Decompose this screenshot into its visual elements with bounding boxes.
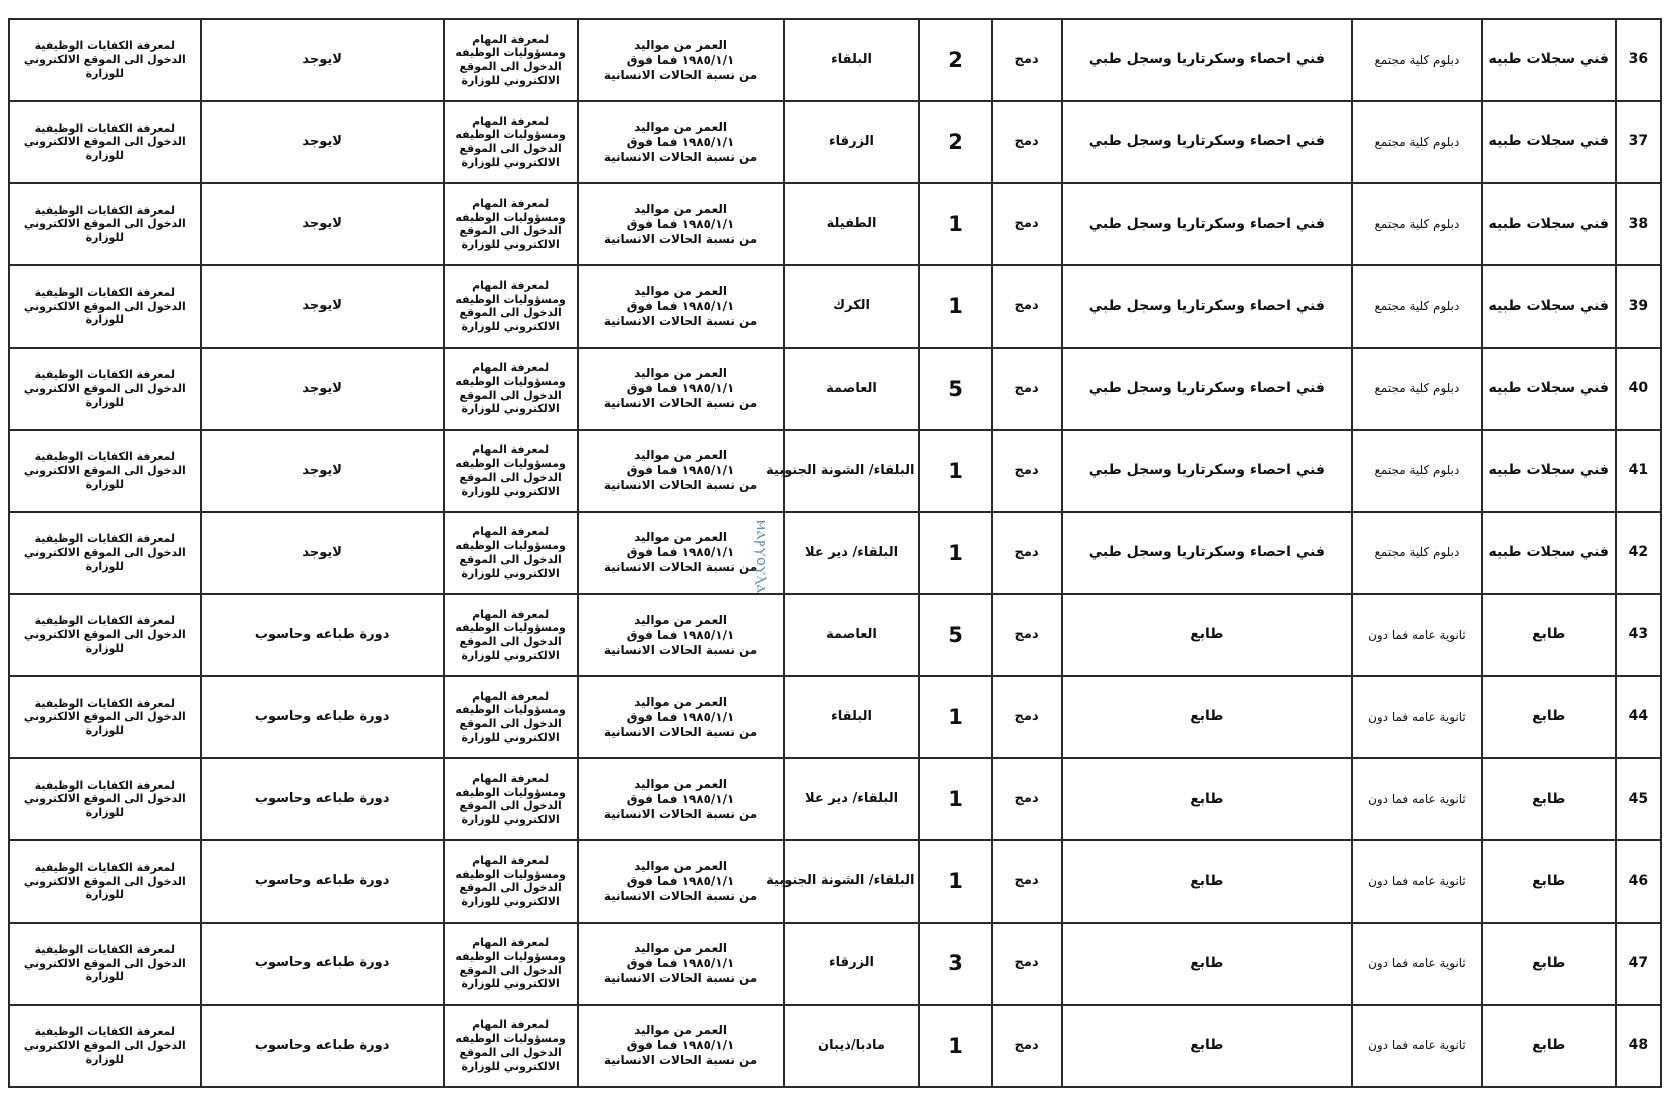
tasks-note: لمعرفة المهام ومسؤوليات الوظيفه الدخول الى الموقع الالكتروني للوزارة — [444, 265, 578, 347]
age-condition: العمر من مواليد ١٩٨٥/١/١ فما فوق من نسبة الحالات الانسانية — [578, 923, 784, 1005]
job-title: طابع — [1482, 594, 1616, 676]
vacancy-count: 5 — [919, 594, 991, 676]
age-condition: العمر من مواليد ١٩٨٥/١/١ فما فوق من نسبة الحالات الانسانية — [578, 348, 784, 430]
tasks-note: لمعرفة المهام ومسؤوليات الوظيفه الدخول الى الموقع الالكتروني للوزارة — [444, 430, 578, 512]
qualification: ثانوية عامه فما دون — [1352, 923, 1482, 1005]
row-number: 43 — [1616, 594, 1661, 676]
vacancy-type: دمج — [992, 512, 1062, 594]
tasks-note: لمعرفة المهام ومسؤوليات الوظيفه الدخول الى الموقع الالكتروني للوزارة — [444, 1005, 578, 1087]
qualification: دبلوم كلية مجتمع — [1352, 19, 1482, 101]
age-condition: العمر من مواليد ١٩٨٥/١/١ فما فوق من نسبة الحالات الانسانية — [578, 19, 784, 101]
specialization: فني احصاء وسكرتاريا وسجل طبي — [1062, 19, 1352, 101]
tasks-note: لمعرفة المهام ومسؤوليات الوظيفه الدخول الى الموقع الالكتروني للوزارة — [444, 19, 578, 101]
row-number: 39 — [1616, 265, 1661, 347]
specialization: طابع — [1062, 676, 1352, 758]
competencies-note: لمعرفة الكفايات الوظيفية الدخول الى الموقع الالكتروني للوزارة — [9, 923, 201, 1005]
row-number: 38 — [1616, 183, 1661, 265]
work-location: العاصمة — [784, 594, 920, 676]
row-number: 42 — [1616, 512, 1661, 594]
vacancy-count: 1 — [919, 758, 991, 840]
competencies-note: لمعرفة الكفايات الوظيفية الدخول الى الموقع الالكتروني للوزارة — [9, 19, 201, 101]
table-row — [9, 840, 1661, 922]
table-row — [9, 183, 1661, 265]
vacancy-type: دمج — [992, 183, 1062, 265]
vacancy-type: دمج — [992, 840, 1062, 922]
competencies-note: لمعرفة الكفايات الوظيفية الدخول الى الموقع الالكتروني للوزارة — [9, 348, 201, 430]
competencies-note: لمعرفة الكفايات الوظيفية الدخول الى الموقع الالكتروني للوزارة — [9, 101, 201, 183]
competencies-note: لمعرفة الكفايات الوظيفية الدخول الى الموقع الالكتروني للوزارة — [9, 512, 201, 594]
work-location: البلقاء/ دير علا — [784, 758, 920, 840]
competencies-note: لمعرفة الكفايات الوظيفية الدخول الى الموقع الالكتروني للوزارة — [9, 430, 201, 512]
age-condition: العمر من مواليد ١٩٨٥/١/١ فما فوق من نسبة الحالات الانسانية — [578, 594, 784, 676]
job-title: طابع — [1482, 1005, 1616, 1087]
table-row — [9, 430, 1661, 512]
vacancy-type: دمج — [992, 594, 1062, 676]
vacancy-count: 1 — [919, 183, 991, 265]
requirements: لايوجد — [201, 265, 444, 347]
vacancy-type: دمج — [992, 19, 1062, 101]
job-title: فني سجلات طبيه — [1482, 265, 1616, 347]
table-row — [9, 348, 1661, 430]
job-vacancies-table — [8, 18, 1662, 1088]
requirements: دورة طباعه وحاسوب — [201, 840, 444, 922]
job-title: فني سجلات طبيه — [1482, 348, 1616, 430]
age-condition: العمر من مواليد ١٩٨٥/١/١ فما فوق من نسبة الحالات الانسانية — [578, 512, 784, 594]
job-title: طابع — [1482, 758, 1616, 840]
row-number: 36 — [1616, 19, 1661, 101]
qualification: ثانوية عامه فما دون — [1352, 676, 1482, 758]
watermark-signature: ⲙⲁⲣⲩⲟⲩⲗⲁ — [752, 520, 772, 595]
competencies-note: لمعرفة الكفايات الوظيفية الدخول الى الموقع الالكتروني للوزارة — [9, 676, 201, 758]
job-title: طابع — [1482, 676, 1616, 758]
table-row — [9, 594, 1661, 676]
table-row — [9, 19, 1661, 101]
row-number: 48 — [1616, 1005, 1661, 1087]
work-location: البلقاء — [784, 676, 920, 758]
table-row — [9, 512, 1661, 594]
job-title: فني سجلات طبيه — [1482, 512, 1616, 594]
work-location: البلقاء/ دير علا — [784, 512, 920, 594]
job-title: طابع — [1482, 840, 1616, 922]
table-row — [9, 676, 1661, 758]
tasks-note: لمعرفة المهام ومسؤوليات الوظيفه الدخول الى الموقع الالكتروني للوزارة — [444, 923, 578, 1005]
work-location: العاصمة — [784, 348, 920, 430]
vacancy-count: 3 — [919, 923, 991, 1005]
qualification: ثانوية عامه فما دون — [1352, 1005, 1482, 1087]
vacancy-count: 1 — [919, 430, 991, 512]
specialization: فني احصاء وسكرتاريا وسجل طبي — [1062, 265, 1352, 347]
specialization: طابع — [1062, 594, 1352, 676]
vacancy-type: دمج — [992, 265, 1062, 347]
qualification: ثانوية عامه فما دون — [1352, 758, 1482, 840]
qualification: دبلوم كلية مجتمع — [1352, 348, 1482, 430]
age-condition: العمر من مواليد ١٩٨٥/١/١ فما فوق من نسبة الحالات الانسانية — [578, 101, 784, 183]
qualification: ثانوية عامه فما دون — [1352, 594, 1482, 676]
requirements: دورة طباعه وحاسوب — [201, 758, 444, 840]
competencies-note: لمعرفة الكفايات الوظيفية الدخول الى الموقع الالكتروني للوزارة — [9, 594, 201, 676]
work-location: الزرقاء — [784, 923, 920, 1005]
specialization: فني احصاء وسكرتاريا وسجل طبي — [1062, 183, 1352, 265]
work-location: الطفيلة — [784, 183, 920, 265]
requirements: لايوجد — [201, 348, 444, 430]
row-number: 37 — [1616, 101, 1661, 183]
requirements: دورة طباعه وحاسوب — [201, 923, 444, 1005]
job-title: فني سجلات طبيه — [1482, 101, 1616, 183]
specialization: فني احصاء وسكرتاريا وسجل طبي — [1062, 512, 1352, 594]
requirements: لايوجد — [201, 183, 444, 265]
vacancy-count: 1 — [919, 676, 991, 758]
age-condition: العمر من مواليد ١٩٨٥/١/١ فما فوق من نسبة الحالات الانسانية — [578, 840, 784, 922]
requirements: لايوجد — [201, 19, 444, 101]
specialization: طابع — [1062, 758, 1352, 840]
vacancy-count: 1 — [919, 512, 991, 594]
table-row — [9, 758, 1661, 840]
work-location: مادبا/ذيبان — [784, 1005, 920, 1087]
competencies-note: لمعرفة الكفايات الوظيفية الدخول الى الموقع الالكتروني للوزارة — [9, 183, 201, 265]
tasks-note: لمعرفة المهام ومسؤوليات الوظيفه الدخول الى الموقع الالكتروني للوزارة — [444, 840, 578, 922]
qualification: دبلوم كلية مجتمع — [1352, 101, 1482, 183]
tasks-note: لمعرفة المهام ومسؤوليات الوظيفه الدخول الى الموقع الالكتروني للوزارة — [444, 758, 578, 840]
tasks-note: لمعرفة المهام ومسؤوليات الوظيفه الدخول الى الموقع الالكتروني للوزارة — [444, 183, 578, 265]
vacancy-count: 2 — [919, 19, 991, 101]
job-title: فني سجلات طبيه — [1482, 183, 1616, 265]
work-location: البلقاء/ الشونة الجنوبية — [784, 840, 920, 922]
qualification: ثانوية عامه فما دون — [1352, 840, 1482, 922]
work-location: البلقاء — [784, 19, 920, 101]
vacancy-count: 5 — [919, 348, 991, 430]
qualification: دبلوم كلية مجتمع — [1352, 265, 1482, 347]
table-row — [9, 101, 1661, 183]
requirements: لايوجد — [201, 512, 444, 594]
work-location: البلقاء/ الشونة الجنوبية — [784, 430, 920, 512]
row-number: 40 — [1616, 348, 1661, 430]
age-condition: العمر من مواليد ١٩٨٥/١/١ فما فوق من نسبة الحالات الانسانية — [578, 676, 784, 758]
requirements: دورة طباعه وحاسوب — [201, 594, 444, 676]
vacancy-count: 1 — [919, 840, 991, 922]
row-number: 45 — [1616, 758, 1661, 840]
requirements: لايوجد — [201, 430, 444, 512]
row-number: 46 — [1616, 840, 1661, 922]
specialization: فني احصاء وسكرتاريا وسجل طبي — [1062, 430, 1352, 512]
row-number: 41 — [1616, 430, 1661, 512]
vacancy-type: دمج — [992, 348, 1062, 430]
age-condition: العمر من مواليد ١٩٨٥/١/١ فما فوق من نسبة الحالات الانسانية — [578, 265, 784, 347]
row-number: 47 — [1616, 923, 1661, 1005]
table-body — [9, 19, 1661, 1087]
age-condition: العمر من مواليد ١٩٨٥/١/١ فما فوق من نسبة الحالات الانسانية — [578, 430, 784, 512]
specialization: طابع — [1062, 923, 1352, 1005]
vacancy-type: دمج — [992, 758, 1062, 840]
work-location: الزرقاء — [784, 101, 920, 183]
vacancy-count: 1 — [919, 1005, 991, 1087]
work-location: الكرك — [784, 265, 920, 347]
vacancy-count: 2 — [919, 101, 991, 183]
qualification: دبلوم كلية مجتمع — [1352, 430, 1482, 512]
qualification: دبلوم كلية مجتمع — [1352, 183, 1482, 265]
vacancy-type: دمج — [992, 923, 1062, 1005]
vacancy-type: دمج — [992, 430, 1062, 512]
row-number: 44 — [1616, 676, 1661, 758]
age-condition: العمر من مواليد ١٩٨٥/١/١ فما فوق من نسبة الحالات الانسانية — [578, 758, 784, 840]
tasks-note: لمعرفة المهام ومسؤوليات الوظيفه الدخول الى الموقع الالكتروني للوزارة — [444, 348, 578, 430]
job-vacancies-table-container — [8, 18, 1662, 1088]
age-condition: العمر من مواليد ١٩٨٥/١/١ فما فوق من نسبة الحالات الانسانية — [578, 1005, 784, 1087]
specialization: فني احصاء وسكرتاريا وسجل طبي — [1062, 101, 1352, 183]
competencies-note: لمعرفة الكفايات الوظيفية الدخول الى الموقع الالكتروني للوزارة — [9, 265, 201, 347]
competencies-note: لمعرفة الكفايات الوظيفية الدخول الى الموقع الالكتروني للوزارة — [9, 758, 201, 840]
requirements: دورة طباعه وحاسوب — [201, 1005, 444, 1087]
requirements: دورة طباعه وحاسوب — [201, 676, 444, 758]
tasks-note: لمعرفة المهام ومسؤوليات الوظيفه الدخول الى الموقع الالكتروني للوزارة — [444, 594, 578, 676]
tasks-note: لمعرفة المهام ومسؤوليات الوظيفه الدخول الى الموقع الالكتروني للوزارة — [444, 512, 578, 594]
competencies-note: لمعرفة الكفايات الوظيفية الدخول الى الموقع الالكتروني للوزارة — [9, 840, 201, 922]
specialization: طابع — [1062, 1005, 1352, 1087]
tasks-note: لمعرفة المهام ومسؤوليات الوظيفه الدخول الى الموقع الالكتروني للوزارة — [444, 676, 578, 758]
qualification: دبلوم كلية مجتمع — [1352, 512, 1482, 594]
vacancy-type: دمج — [992, 676, 1062, 758]
specialization: طابع — [1062, 840, 1352, 922]
vacancy-count: 1 — [919, 265, 991, 347]
job-title: فني سجلات طبيه — [1482, 19, 1616, 101]
requirements: لايوجد — [201, 101, 444, 183]
vacancy-type: دمج — [992, 1005, 1062, 1087]
table-row — [9, 923, 1661, 1005]
competencies-note: لمعرفة الكفايات الوظيفية الدخول الى الموقع الالكتروني للوزارة — [9, 1005, 201, 1087]
table-row — [9, 265, 1661, 347]
vacancy-type: دمج — [992, 101, 1062, 183]
job-title: طابع — [1482, 923, 1616, 1005]
specialization: فني احصاء وسكرتاريا وسجل طبي — [1062, 348, 1352, 430]
job-title: فني سجلات طبيه — [1482, 430, 1616, 512]
table-row — [9, 1005, 1661, 1087]
tasks-note: لمعرفة المهام ومسؤوليات الوظيفه الدخول الى الموقع الالكتروني للوزارة — [444, 101, 578, 183]
age-condition: العمر من مواليد ١٩٨٥/١/١ فما فوق من نسبة الحالات الانسانية — [578, 183, 784, 265]
